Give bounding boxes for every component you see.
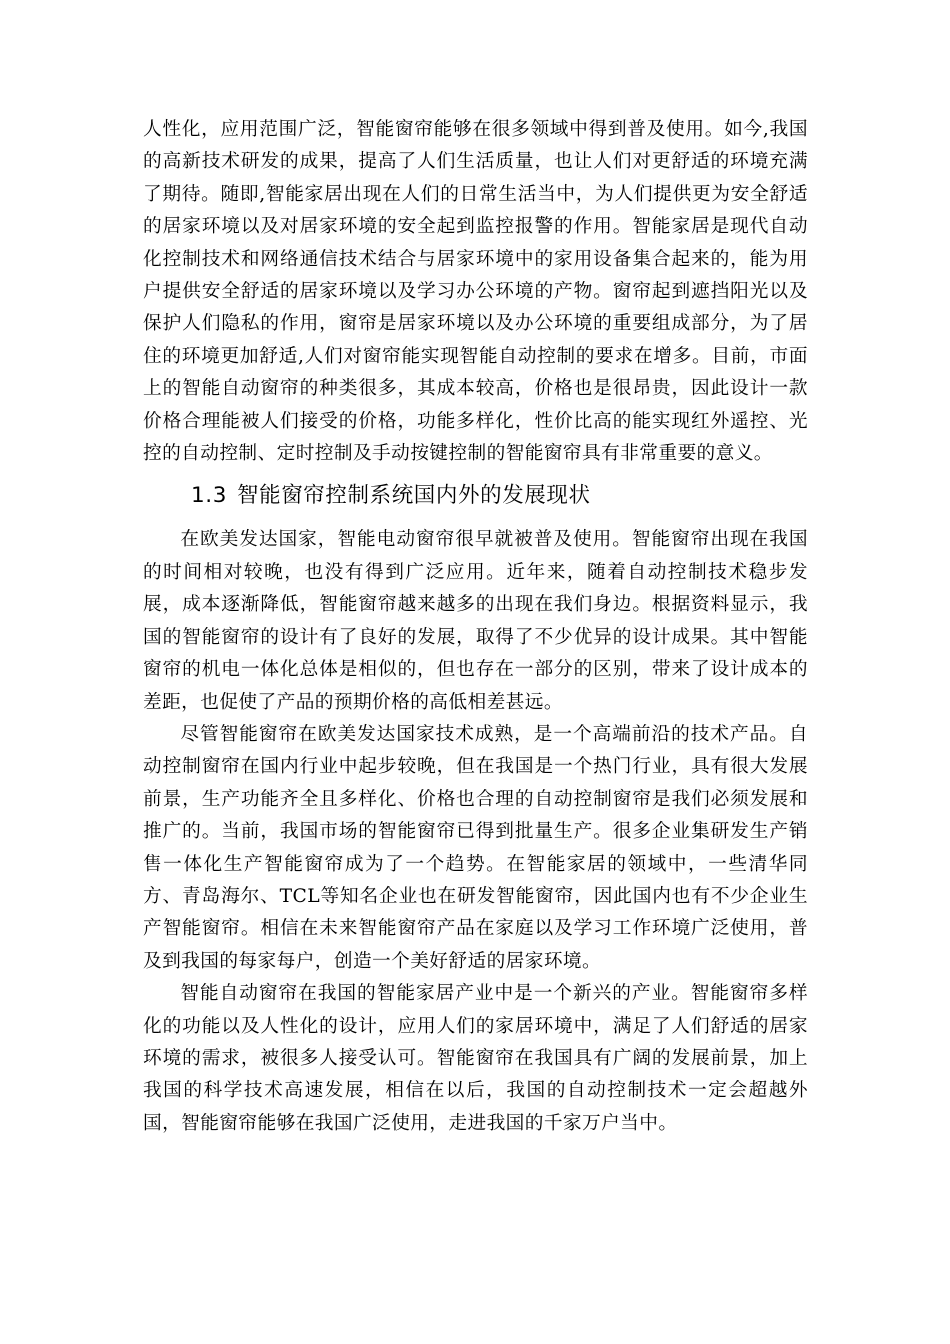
body-paragraph: 智能自动窗帘在我国的智能家居产业中是一个新兴的产业。智能窗帘多样化的功能以及人性化的设计，应用人们的家居环境中，满足了人们舒适的居家环境的需求，被很多人接受认可。智能窗帘在我国具有广阔的发展前景，加上我国的科学技术高速发展，相信在以后，我国的自动控制技术一定会超越外国，智能窗帘能够在我国广泛使用，走进我国的千家万户当中。 [143, 983, 808, 1134]
section-title: 智能窗帘控制系统国内外的发展现状 [237, 483, 591, 509]
body-paragraph: 在欧美发达国家，智能电动窗帘很早就被普及使用。智能窗帘出现在我国的时间相对较晚，也没有得到广泛应用。近年来，随着自动控制技术稳步发展，成本逐渐降低，智能窗帘越来越多的出现在我们身边。根据资料显示，我国的智能窗帘的设计有了良好的发展，取得了不少优异的设计成果。其中智能窗帘的机电一体化总体是相似的，但也存在一部分的区别，带来了设计成本的差距，也促使了产品的预期价格的高低相差甚远。 [143, 529, 808, 713]
section-heading [143, 476, 808, 516]
intro-paragraph: 人性化，应用范围广泛，智能窗帘能够在很多领域中得到普及使用。如今,我国的高新技术研发的成果，提高了人们生活质量，也让人们对更舒适的环境充满了期待。随即,智能家居出现在人们的日常生活当中，为人们提供更为安全舒适的居家环境以及对居家环境的安全起到监控报警的作用。智能家居是现代自动化控制技术和网络通信技术结合与居家环境中的家用设备集合起来的，能为用户提供安全舒适的居家环境以及学习办公环境的产物。窗帘起到遮挡阳光以及保护人们隐私的作用，窗帘是居家环境以及办公环境的重要组成部分，为了居住的环境更加舒适,人们对窗帘能实现智能自动控制的要求在增多。目前，市面上的智能自动窗帘的种类很多，其成本较高，价格也是很昂贵，因此设计一款价格合理能被人们接受的价格，功能多样化，性价比高的能实现红外遥控、光控的自动控制、定时控制及手动按键控制的智能窗帘具有非常重要的意义。 [143, 119, 808, 465]
document-body [143, 114, 808, 1140]
body-paragraph: 尽管智能窗帘在欧美发达国家技术成熟，是一个高端前沿的技术产品。自动控制窗帘在国内行业中起步较晚，但在我国是一个热门行业，具有很大发展前景，生产功能齐全且多样化、价格也合理的自动控制窗帘是我们必须发展和推广的。当前，我国市场的智能窗帘已得到批量生产。很多企业集研发生产销售一体化生产智能窗帘成为了一个趋势。在智能家居的领域中，一些清华同方、青岛海尔、TCL等知名企业也在研发智能窗帘，因此国内也有不少企业生产智能窗帘。相信在未来智能窗帘产品在家庭以及学习工作环境广泛使用，普及到我国的每家每户，创造一个美好舒适的居家环境。 [143, 723, 808, 972]
section-number: 1.3 [191, 483, 227, 509]
